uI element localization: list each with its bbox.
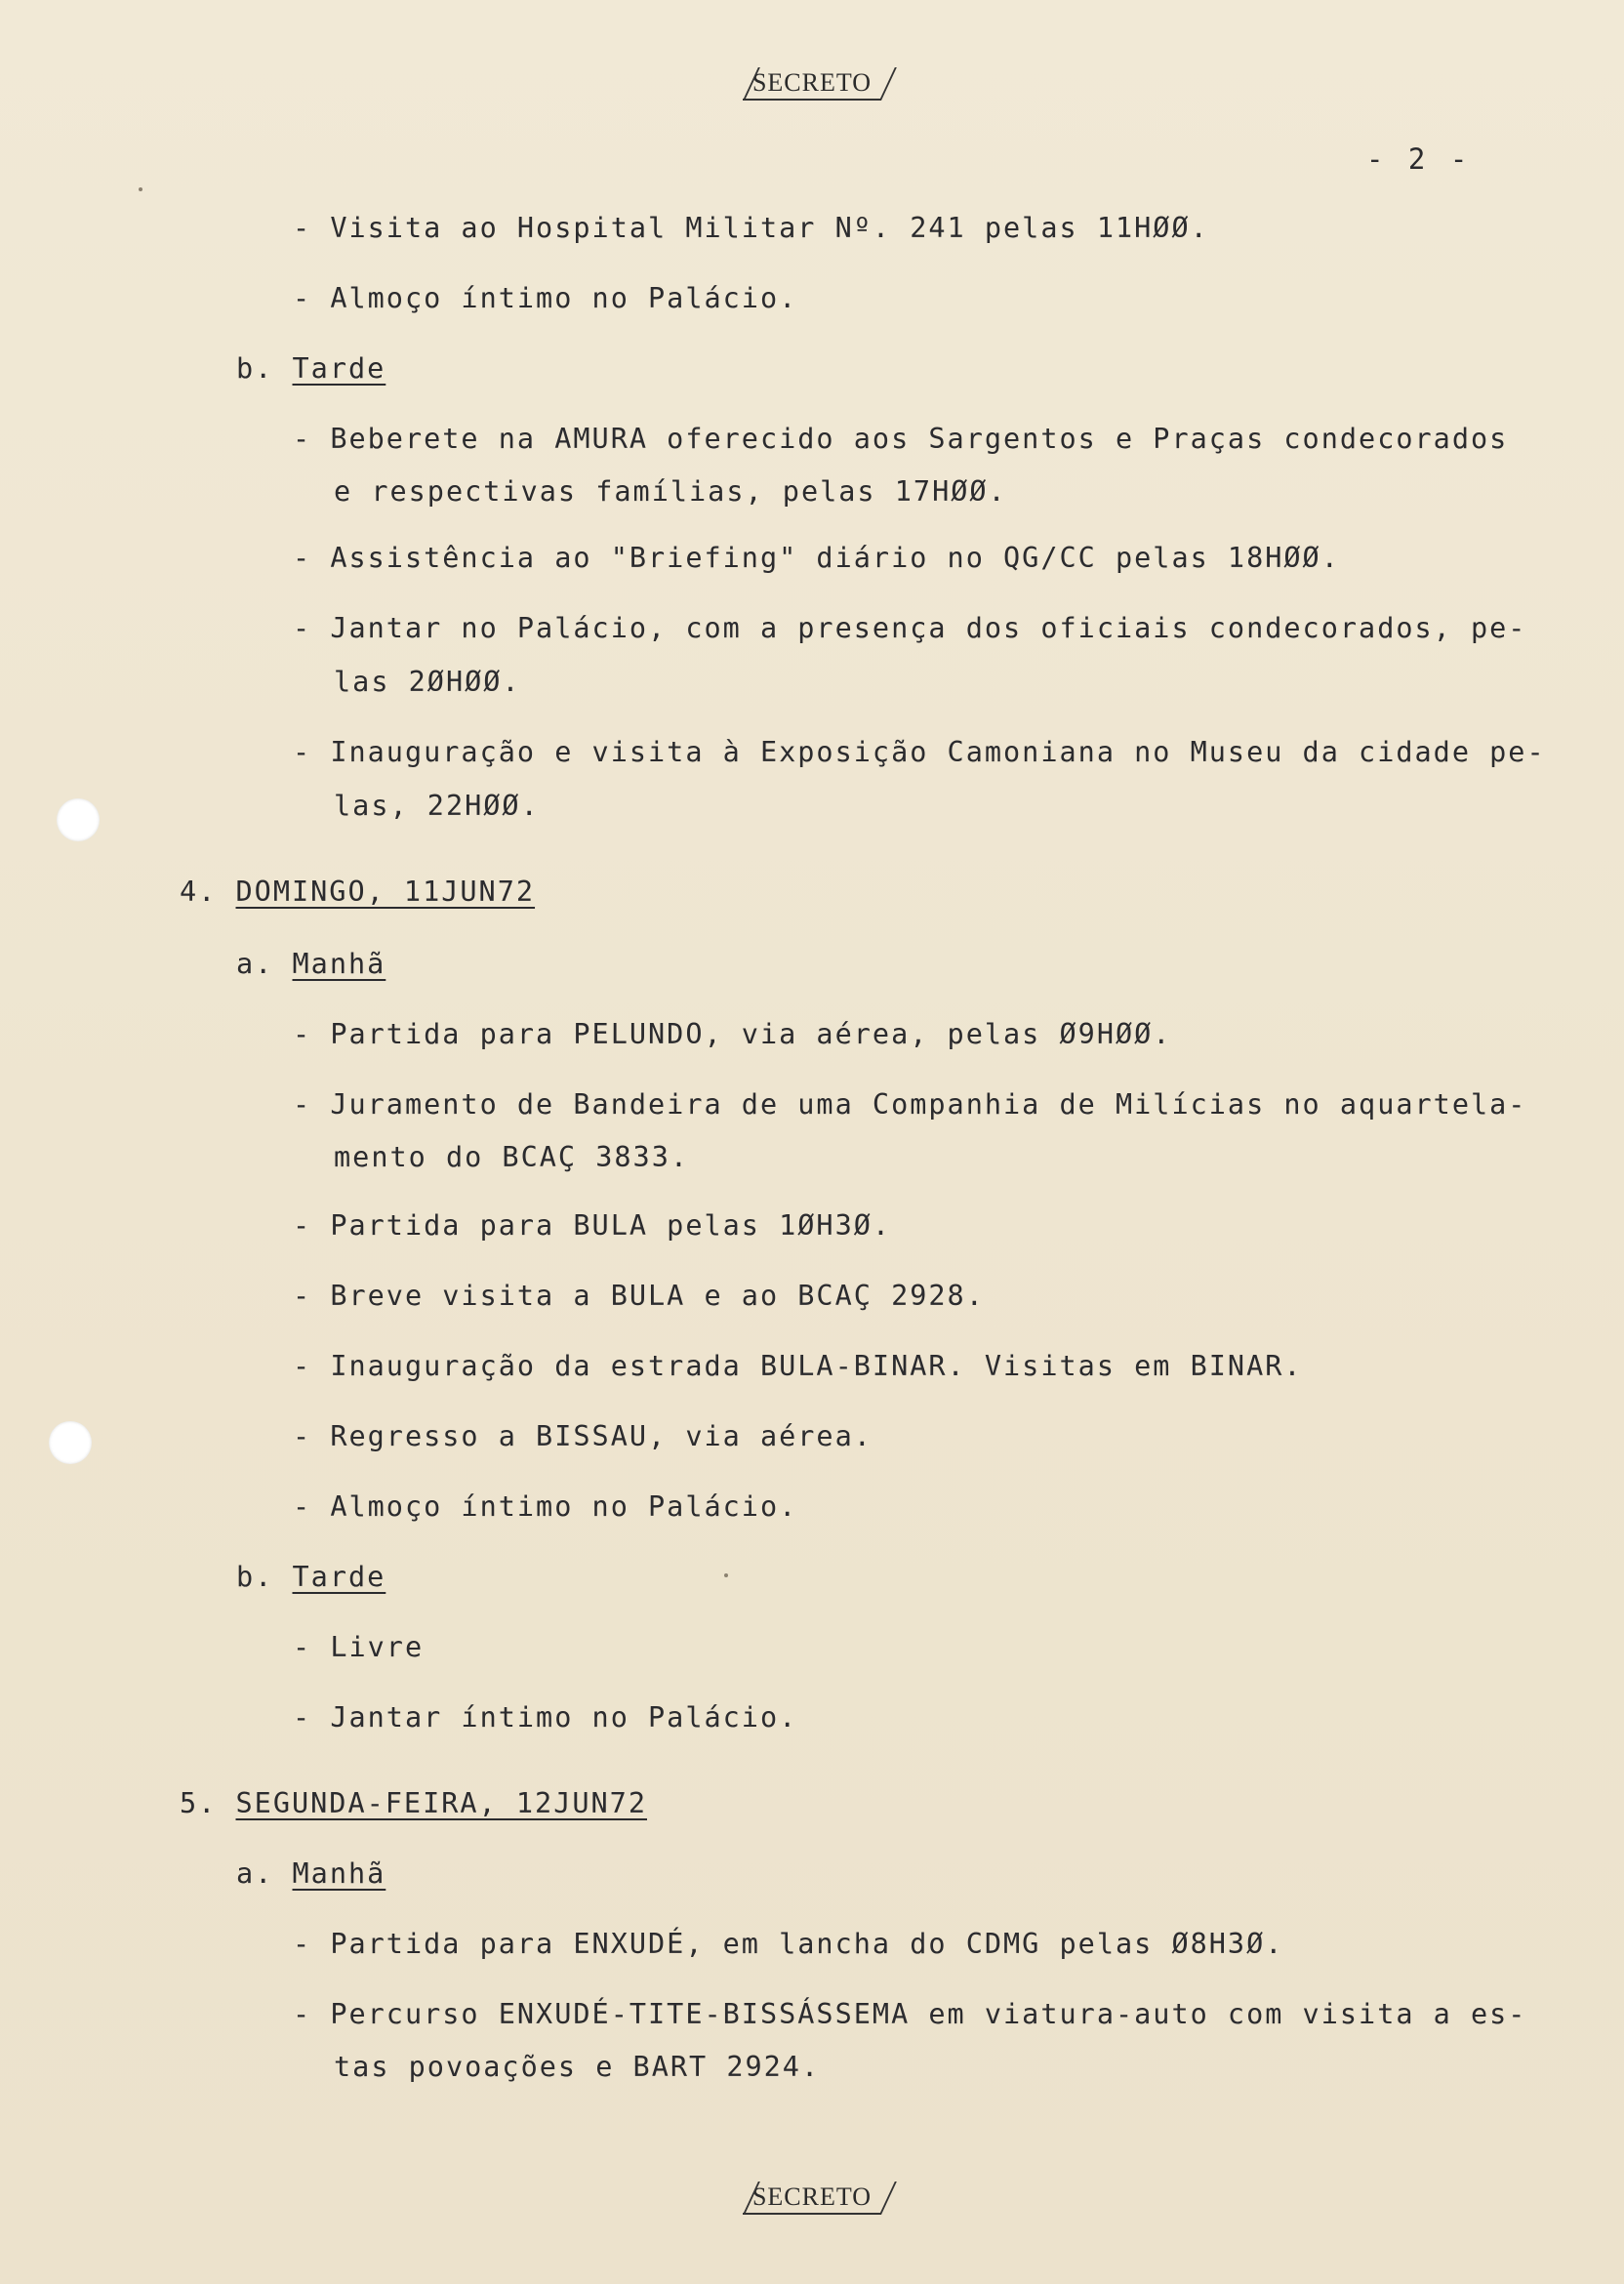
classification-footer-text: SECRETO (743, 2182, 881, 2215)
list-item: - Inauguração e visita à Exposição Camoniana no Museu da cidade pe- (293, 736, 1546, 768)
list-item-continuation: las, 22HØØ. (334, 790, 540, 822)
section-heading (180, 877, 535, 908)
list-item: - Regresso a BISSAU, via aérea. (293, 1420, 873, 1452)
list-item-continuation: mento do BCAÇ 3833. (334, 1141, 690, 1173)
subsection-marker: b. (236, 352, 274, 385)
list-item: - Partida para BULA pelas 1ØH3Ø. (293, 1209, 892, 1242)
classification-header (0, 68, 1624, 101)
list-item: - Visita ao Hospital Militar Nº. 241 pelas 11HØØ. (293, 212, 1209, 244)
section-heading (180, 1788, 647, 1819)
list-item: - Almoço íntimo no Palácio. (293, 282, 798, 314)
page-number: - 2 - (1366, 143, 1472, 176)
punch-hole-top (57, 798, 100, 841)
subsection-heading (236, 1858, 386, 1890)
classification-header-text: SECRETO (743, 68, 881, 101)
list-item: - Breve visita a BULA e ao BCAÇ 2928. (293, 1280, 985, 1312)
subsection-marker: a. (236, 1857, 274, 1890)
list-item: - Livre (293, 1631, 425, 1663)
list-item: - Percurso ENXUDÉ-TITE-BISSÁSSEMA em viatura-auto com visita a es- (293, 1998, 1527, 2030)
list-item: - Inauguração da estrada BULA-BINAR. Visitas em BINAR. (293, 1350, 1303, 1382)
list-item: - Jantar no Palácio, com a presença dos oficiais condecorados, pe- (293, 612, 1527, 644)
list-item: - Juramento de Bandeira de uma Companhia de Milícias no aquartela- (293, 1088, 1527, 1121)
list-item: - Beberete na AMURA oferecido aos Sargentos e Praças condecorados (293, 423, 1509, 455)
list-item: - Almoço íntimo no Palácio. (293, 1490, 798, 1523)
section-title: SEGUNDA-FEIRA, 12JUN72 (235, 1787, 647, 1819)
list-item-continuation: las 2ØHØØ. (334, 666, 521, 698)
subsection-heading (236, 1562, 386, 1593)
subsection-heading (236, 949, 386, 980)
classification-footer (0, 2182, 1624, 2215)
subsection-title: Manhã (292, 948, 386, 980)
subsection-title: Tarde (292, 1561, 386, 1593)
list-item: - Jantar íntimo no Palácio. (293, 1701, 798, 1733)
section-title: DOMINGO, 11JUN72 (235, 876, 536, 908)
paper-speck (139, 187, 142, 191)
section-number: 4. (180, 876, 218, 908)
list-item: - Partida para PELUNDO, via aérea, pelas Ø9HØØ. (293, 1018, 1172, 1050)
subsection-title: Manhã (292, 1857, 386, 1890)
list-item: - Partida para ENXUDÉ, em lancha do CDMG pelas Ø8H3Ø. (293, 1928, 1284, 1960)
list-item: - Assistência ao "Briefing" diário no QG/CC pelas 18HØØ. (293, 542, 1340, 574)
subsection-heading (236, 353, 386, 385)
punch-hole-bottom (49, 1421, 92, 1464)
section-number: 5. (180, 1787, 218, 1819)
subsection-marker: a. (236, 948, 274, 980)
subsection-title: Tarde (292, 352, 386, 385)
subsection-marker: b. (236, 1561, 274, 1593)
paper-speck (724, 1573, 728, 1577)
list-item-continuation: tas povoações e BART 2924. (334, 2051, 821, 2083)
list-item-continuation: e respectivas famílias, pelas 17HØØ. (334, 475, 1007, 508)
